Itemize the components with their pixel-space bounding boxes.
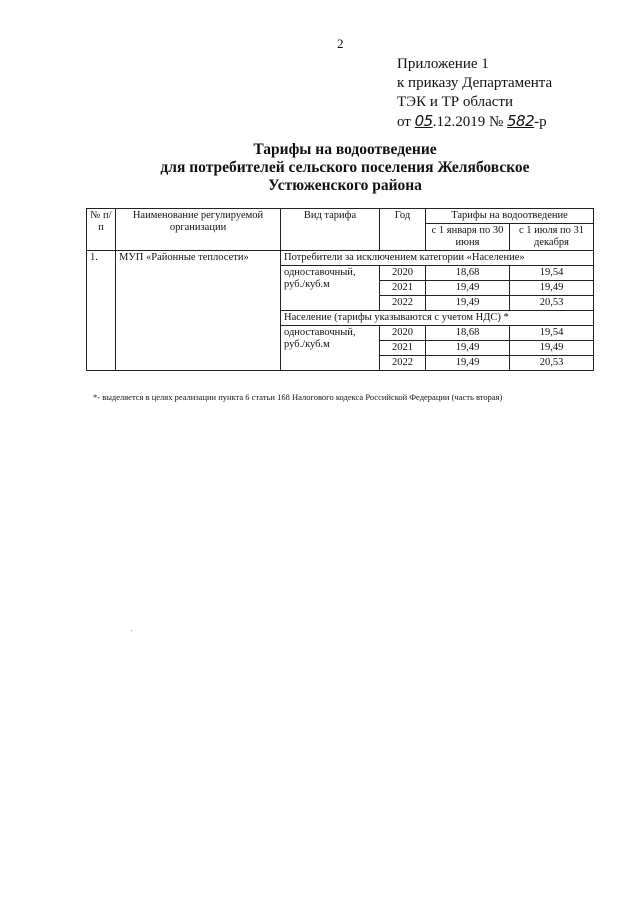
header-num: № п/п	[87, 209, 116, 251]
header-period-1: с 1 января по 30 июня	[426, 224, 510, 251]
appendix-line-2: к приказу Департамента	[397, 75, 553, 91]
header-tariffs: Тарифы на водоотведение	[426, 209, 594, 224]
tariff-h2-cell: 19,54	[510, 326, 594, 341]
year-cell: 2022	[380, 296, 426, 311]
year-cell: 2022	[380, 356, 426, 371]
appendix-date-line	[397, 112, 552, 132]
appendix-line-3: ТЭК и ТР области	[397, 94, 513, 110]
tariff-table	[86, 208, 594, 371]
title-line-2: для потребителей сельского поселения Желябовское	[160, 159, 530, 176]
appendix-header	[397, 55, 552, 132]
group-title: Население (тарифы указываются с учетом НДС) *	[281, 311, 594, 326]
row-number: 1.	[87, 251, 116, 371]
tariff-h1-cell: 19,49	[426, 341, 510, 356]
tariff-h2-cell: 20,53	[510, 296, 594, 311]
tariff-h1-cell: 19,49	[426, 296, 510, 311]
group-title: Потребители за исключением категории «Население»	[281, 251, 594, 266]
year-cell: 2021	[380, 281, 426, 296]
tariff-type: одноставочный, руб./куб.м	[281, 326, 380, 371]
page-number: 2	[337, 36, 344, 51]
tariff-h1-cell: 19,49	[426, 356, 510, 371]
order-number-handwritten: 582	[507, 112, 535, 130]
footnote: *- выделяется в целях реализации пункта 6 статьи 168 Налогового кодекса Российской Федерации (часть вторая)	[93, 392, 503, 402]
tariff-h2-cell: 19,49	[510, 281, 594, 296]
document-title	[120, 141, 570, 195]
tariff-h1-cell: 18,68	[426, 266, 510, 281]
scan-speck	[131, 630, 132, 631]
header-tariff-type: Вид тарифа	[281, 209, 380, 251]
header-organization: Наименование регулируемой организации	[116, 209, 281, 251]
year-cell: 2020	[380, 266, 426, 281]
tariff-h2-cell: 19,54	[510, 266, 594, 281]
header-period-2: с 1 июля по 31 декабря	[510, 224, 594, 251]
table-header-row	[87, 209, 594, 224]
order-suffix: -р	[534, 114, 547, 130]
tariff-h1-cell: 19,49	[426, 281, 510, 296]
tariff-h2-cell: 19,49	[510, 341, 594, 356]
appendix-line-1: Приложение 1	[397, 56, 489, 72]
organization-name: МУП «Районные теплосети»	[116, 251, 281, 371]
table-row	[87, 251, 594, 266]
tariff-h1-cell: 18,68	[426, 326, 510, 341]
year-cell: 2020	[380, 326, 426, 341]
year-cell: 2021	[380, 341, 426, 356]
tariff-type: одноставочный, руб./куб.м	[281, 266, 380, 311]
header-year: Год	[380, 209, 426, 251]
date-rest: .12.2019 №	[432, 114, 504, 130]
title-line-3: Устюженского района	[268, 177, 422, 194]
date-prefix: от	[397, 114, 411, 130]
date-day-handwritten: 05	[414, 112, 433, 130]
title-line-1: Тарифы на водоотведение	[253, 141, 437, 158]
tariff-h2-cell: 20,53	[510, 356, 594, 371]
